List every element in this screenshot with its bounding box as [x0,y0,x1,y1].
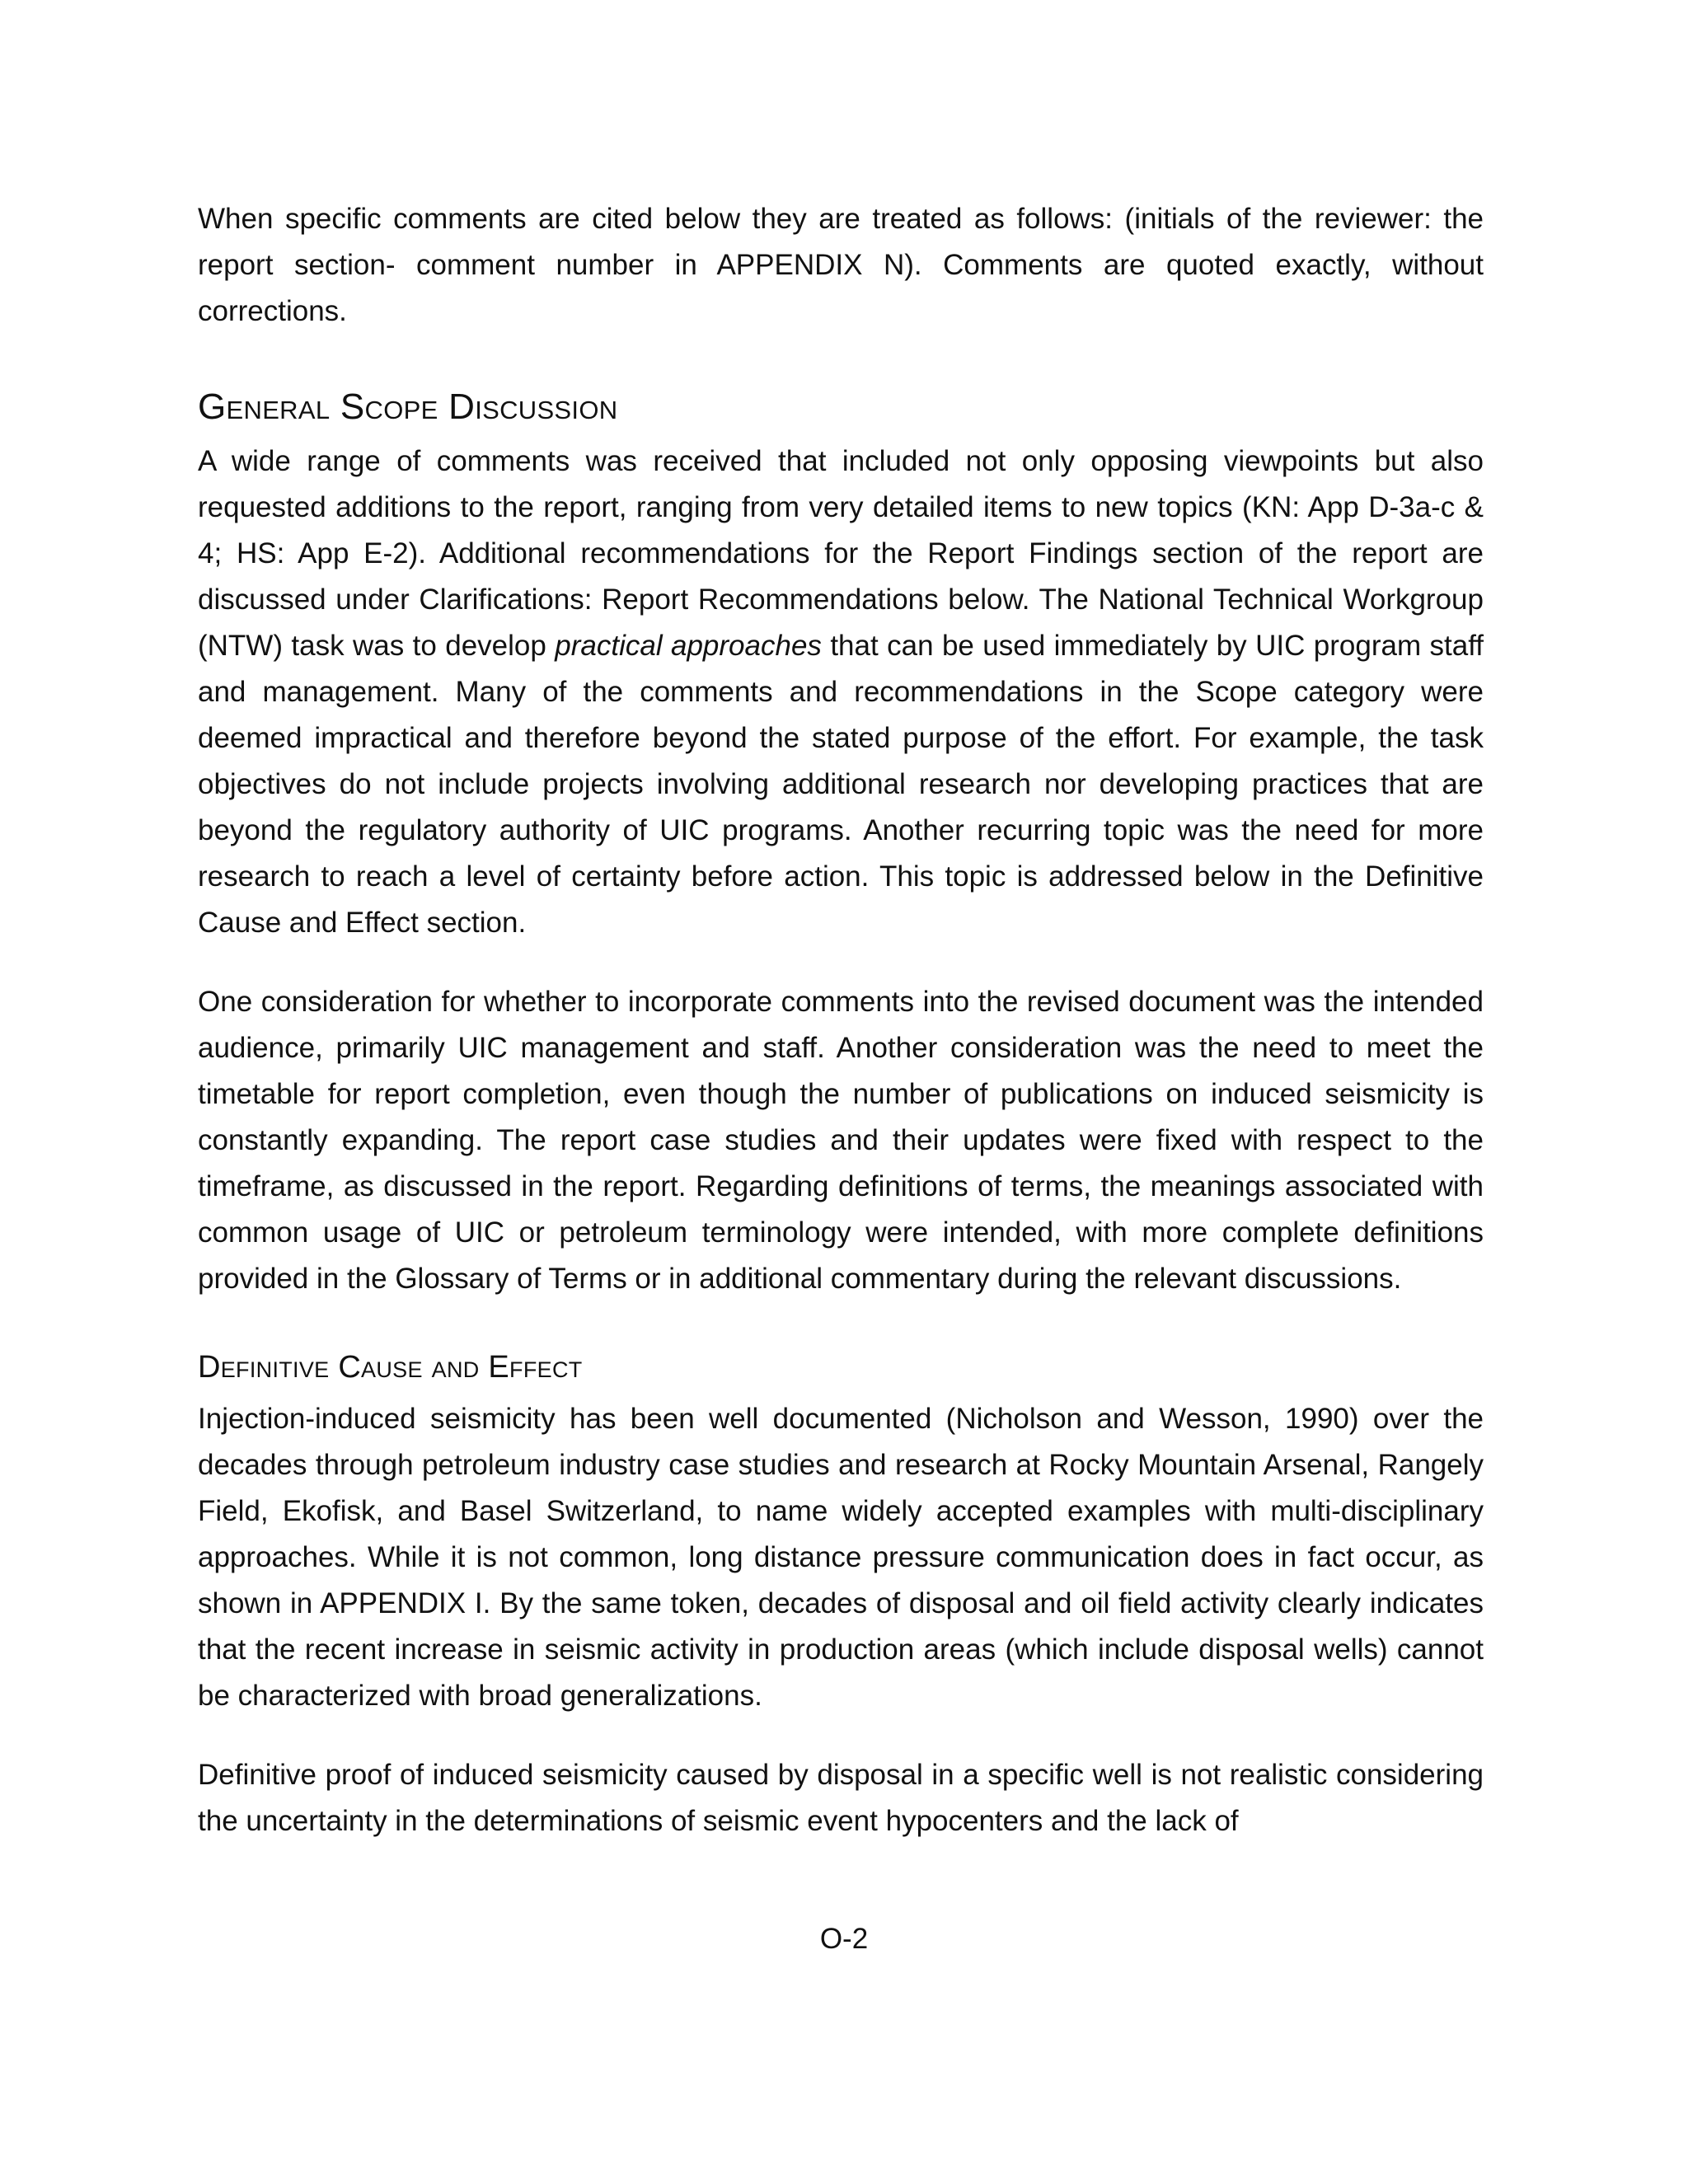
page-number: O-2 [819,1923,869,1955]
general-scope-heading: General Scope Discussion [198,387,618,427]
definitive-cause-heading: Definitive Cause and Effect [198,1350,583,1385]
general-scope-p1-text-a: A wide range of comments was received that included not only opposing viewpoints but also requested additions to the report, ranging from very detailed items to new topics (KN: App D-3a-c & 4; HS: App E-2). Additional recommendations for the Report Findings section of the report are discussed under Clarifications: Report Recommendations below. The National Technical Workgroup (NTW) task was to develop [198,445,1484,662]
practical-approaches-emphasis: practical approaches [555,630,822,662]
general-scope-p1-text-b: that can be used immediately by UIC program staff and management. Many of the comments and recommendations in the Scope category were deemed impractical and therefore beyond the stated purpose of the effort. For example, the task objectives do not include projects involving additional research nor developing practices that are beyond the regulatory authority of UIC programs. Another recurring topic was the need for more research to reach a level of certainty before action. This topic is addressed below in the Definitive Cause and Effect section. [198,630,1484,939]
definitive-cause-paragraph-1: Injection-induced seismicity has been well documented (Nicholson and Wesson, 1990) over the decades through petroleum industry case studies and research at Rocky Mountain Arsenal, Rangely Field, Ekofisk, and Basel Switzerland, to name widely accepted examples with multi-disciplinary approaches. While it is not common, long distance pressure communication does in fact occur, as shown in APPENDIX I. By the same token, decades of disposal and oil field activity clearly indicates that the recent increase in seismic activity in production areas (which include disposal wells) cannot be characterized with broad generalizations. [198,1403,1484,1712]
intro-paragraph: When specific comments are cited below they are treated as follows: (initials of the reviewer: the report section- comment number in APPENDIX N). Comments are quoted exactly, without corrections. [198,203,1484,327]
general-scope-paragraph-2: One consideration for whether to incorporate comments into the revised document was the intended audience, primarily UIC management and staff. Another consideration was the need to meet the timetable for report completion, even though the number of publications on induced seismicity is constantly expanding. The report case studies and their updates were fixed with respect to the timeframe, as discussed in the report. Regarding definitions of terms, the meanings associated with common usage of UIC or petroleum terminology were intended, with more complete definitions provided in the Glossary of Terms or in additional commentary during the relevant discussions. [198,986,1484,1295]
document-page [198,196,1484,1844]
definitive-cause-paragraph-2: Definitive proof of induced seismicity caused by disposal in a specific well is not realistic considering the uncertainty in the determinations of seismic event hypocenters and the lack of [198,1759,1484,1837]
general-scope-paragraph-1 [198,438,1484,946]
